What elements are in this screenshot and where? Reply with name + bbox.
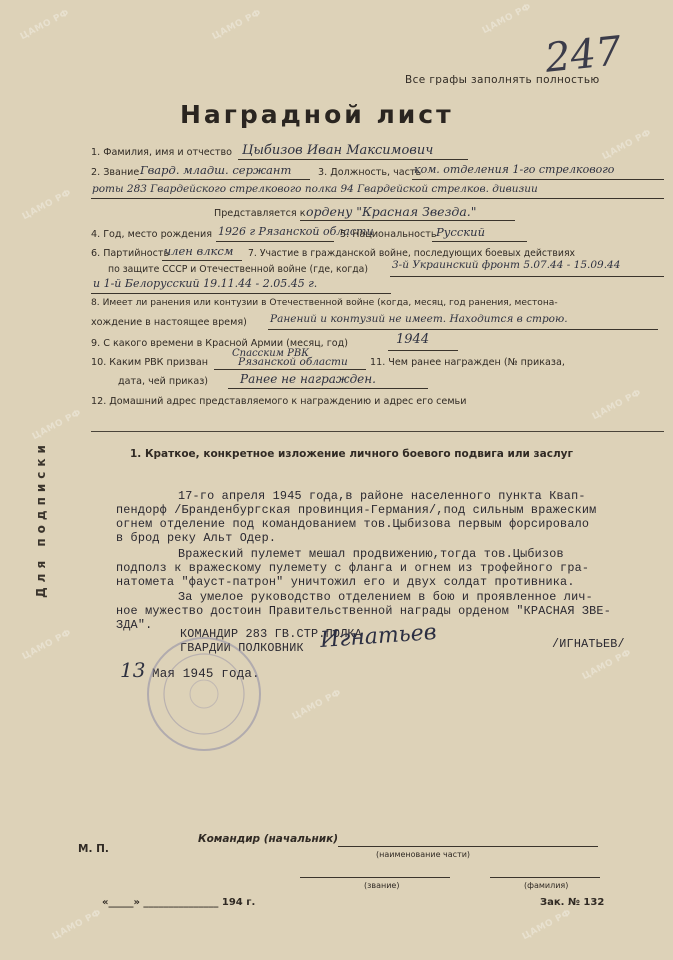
- document-title: Наградной лист: [180, 100, 454, 129]
- order-number: Зак. № 132: [540, 897, 605, 908]
- presented-to-value: ордену "Красная Звезда.": [306, 204, 477, 219]
- official-seal-stamp: [142, 632, 266, 756]
- field-2-label: 2. Звание: [91, 167, 140, 178]
- field-5-label: 5. Национальность: [340, 229, 437, 240]
- field-11-label-cont: дата, чей приказ): [118, 376, 209, 387]
- field-1-value: Цыбизов Иван Максимович: [242, 143, 434, 158]
- watermark: ЦАМО РФ: [18, 7, 72, 43]
- commander-rank-line: ГВАРДИИ ПОЛКОВНИК: [180, 641, 304, 655]
- watermark: ЦАМО РФ: [590, 387, 644, 423]
- commander-label: Командир (начальник): [198, 833, 339, 845]
- feat-text-line: в брод реку Альт Одер.: [116, 531, 277, 545]
- surname-caption: (фамилия): [524, 881, 569, 890]
- feat-text-line: пендорф /Бранденбургская провинция-Германия/,под сильным вражеским: [116, 503, 597, 517]
- date-day: 13: [120, 658, 146, 682]
- field-10-label: 10. Каким РВК призван: [91, 357, 209, 368]
- feat-text-line: огнем отделение под командованием тов.Цыбизова первым форсировало: [116, 517, 590, 531]
- field-7-value-cont: и 1-й Белорусский 19.11.44 - 2.05.45 г.: [93, 277, 318, 290]
- watermark: ЦАМО РФ: [20, 627, 74, 663]
- field-7-label: 7. Участие в гражданской войне, последующих боевых действиях: [248, 248, 576, 259]
- field-7-label-cont: по защите СССР и Отечественной войне (где, когда): [108, 264, 368, 275]
- field-3-value-cont: роты 283 Гвардейского стрелкового полка 94 Гвардейской стрелков. дивизии: [92, 183, 538, 195]
- field-3-value: ком. отделения 1-го стрелкового: [414, 163, 615, 176]
- watermark: ЦАМО РФ: [50, 907, 104, 943]
- feat-text-line: Вражеский пулемет мешал продвижению,тогда тов.Цыбизов: [178, 547, 564, 561]
- commander-name: /ИГНАТЬЕВ/: [552, 637, 625, 651]
- stamp-place-label: М. П.: [78, 843, 109, 855]
- field-1-label: 1. Фамилия, имя и отчество: [91, 147, 233, 158]
- field-2-value: Гвард. младш. сержант: [140, 163, 292, 177]
- field-11-label: 11. Чем ранее награжден (№ приказа,: [370, 357, 565, 368]
- watermark: ЦАМО РФ: [580, 647, 634, 683]
- field-7-value: 3-й Украинский фронт 5.07.44 - 15.09.44: [392, 259, 621, 271]
- commander-title-line: КОМАНДИР 283 ГВ.СТР.ПОЛКА: [180, 627, 362, 641]
- feat-section-title: 1. Краткое, конкретное изложение личного боевого подвига или заслуг: [130, 448, 573, 460]
- field-3-label: 3. Должность, часть: [318, 167, 422, 178]
- feat-text-line: 17-го апреля 1945 года,в районе населенного пункта Квап-: [178, 489, 586, 503]
- field-8-value: Ранений и контузий не имеет. Находится в строю.: [270, 313, 568, 325]
- field-5-value: Русский: [436, 225, 485, 239]
- field-10-value-cont: Рязанской области: [238, 356, 348, 368]
- watermark: ЦАМО РФ: [210, 7, 264, 43]
- presented-to-label: Представляется к: [214, 208, 306, 219]
- watermark: ЦАМО РФ: [20, 187, 74, 223]
- field-9-label: 9. С какого времени в Красной Армии (месяц, год): [91, 338, 349, 349]
- date-rest: Мая 1945 года.: [152, 667, 260, 681]
- vertical-side-note: Для подписки: [34, 440, 48, 598]
- field-11-value: Ранее не награжден.: [240, 372, 376, 386]
- handwritten-signature: Игнатьев: [319, 619, 438, 654]
- watermark: ЦАМО РФ: [290, 687, 344, 723]
- watermark: ЦАМО РФ: [480, 1, 534, 37]
- footer-date-line: «_____» _______________ 194 г.: [102, 897, 256, 908]
- field-4-label: 4. Год, место рождения: [91, 229, 212, 240]
- field-6-value: член влксм: [164, 244, 234, 258]
- watermark: ЦАМО РФ: [520, 907, 574, 943]
- field-6-label: 6. Партийность: [91, 248, 170, 259]
- fill-all-fields-note: Все графы заполнять полностью: [405, 74, 600, 86]
- feat-text-line: подполз к вражескому пулемету с фланга и огнем из трофейного гра-: [116, 561, 590, 575]
- watermark: ЦАМО РФ: [30, 407, 84, 443]
- field-8-label: 8. Имеет ли ранения или контузии в Отечественной войне (когда, месяц, год ранения, местона-: [91, 298, 558, 308]
- feat-text-line: натомета "фауст-патрон" уничтожил его и двух солдат противника.: [116, 575, 575, 589]
- field-8-label-cont: хождение в настоящее время): [91, 317, 247, 328]
- field-4-value: 1926 г Рязанской области: [218, 225, 374, 238]
- feat-text-line: ное мужество достоин Правительственной награды орденом "КРАСНАЯ ЗВЕ-: [116, 604, 611, 618]
- watermark: ЦАМО РФ: [600, 127, 654, 163]
- field-9-value: 1944: [396, 332, 430, 347]
- archive-page-number: 247: [542, 28, 624, 82]
- feat-text-line: ЗДА".: [116, 618, 153, 632]
- field-10-value: Спасским РВК: [232, 348, 309, 359]
- unit-name-caption: (наименование части): [376, 850, 471, 859]
- rank-caption: (звание): [364, 881, 400, 890]
- field-12-label: 12. Домашний адрес представляемого к награждению и адрес его семьи: [91, 396, 467, 407]
- feat-text-line: За умелое руководство отделением в бою и проявленное лич-: [178, 590, 593, 604]
